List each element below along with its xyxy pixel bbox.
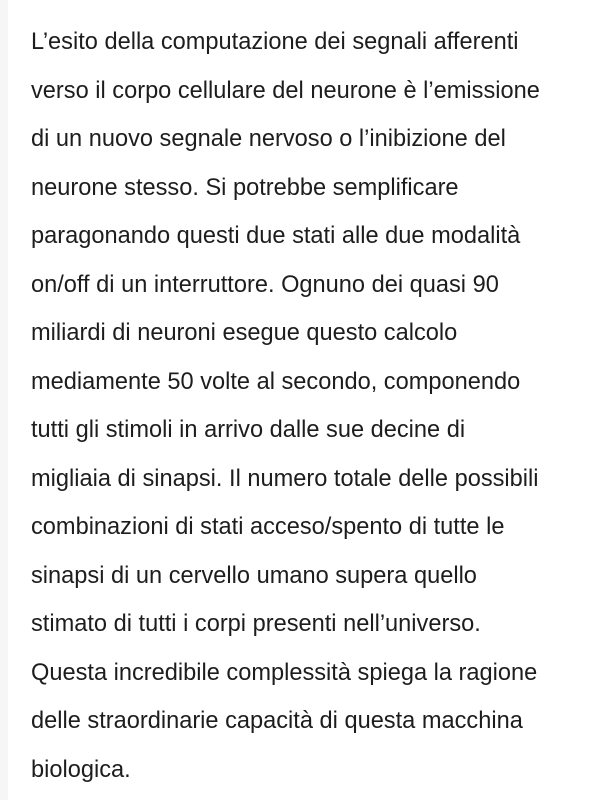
article-paragraph [31,18,602,794]
paragraph-line: migliaia di sinapsi. Il numero totale delle possibili [31,465,539,492]
paragraph-line: tutti gli stimoli in arrivo dalle sue decine di [31,417,466,443]
paragraph-line: Questa incredibile complessità spiega la ragione [31,659,538,686]
paragraph-line: on/off di un interruttore. Ognuno dei quasi 90 [31,271,499,298]
paragraph-line: combinazioni di stati acceso/spento di tutte le [31,514,505,540]
document-page [8,0,602,800]
paragraph-line: stimato di tutti i corpi presenti nell’universo. [31,611,481,637]
paragraph-line: biologica. [31,756,131,783]
paragraph-line: delle straordinarie capacità di questa macchina [31,708,523,734]
paragraph-line: L’esito della computazione dei segnali afferenti [31,29,519,55]
paragraph-line: di un nuovo segnale nervoso o l’inibizione del [31,126,506,152]
paragraph-line: paragonando questi due stati alle due modalità [31,223,521,249]
paragraph-line: mediamente 50 volte al secondo, componendo [31,368,521,395]
paragraph-line: verso il corpo cellulare del neurone è l’emissione [31,77,540,104]
paragraph-line: neurone stesso. Si potrebbe semplificare [31,174,459,201]
paragraph-line: miliardi di neuroni esegue questo calcolo [31,320,458,346]
paragraph-line: sinapsi di un cervello umano supera quello [31,562,477,589]
